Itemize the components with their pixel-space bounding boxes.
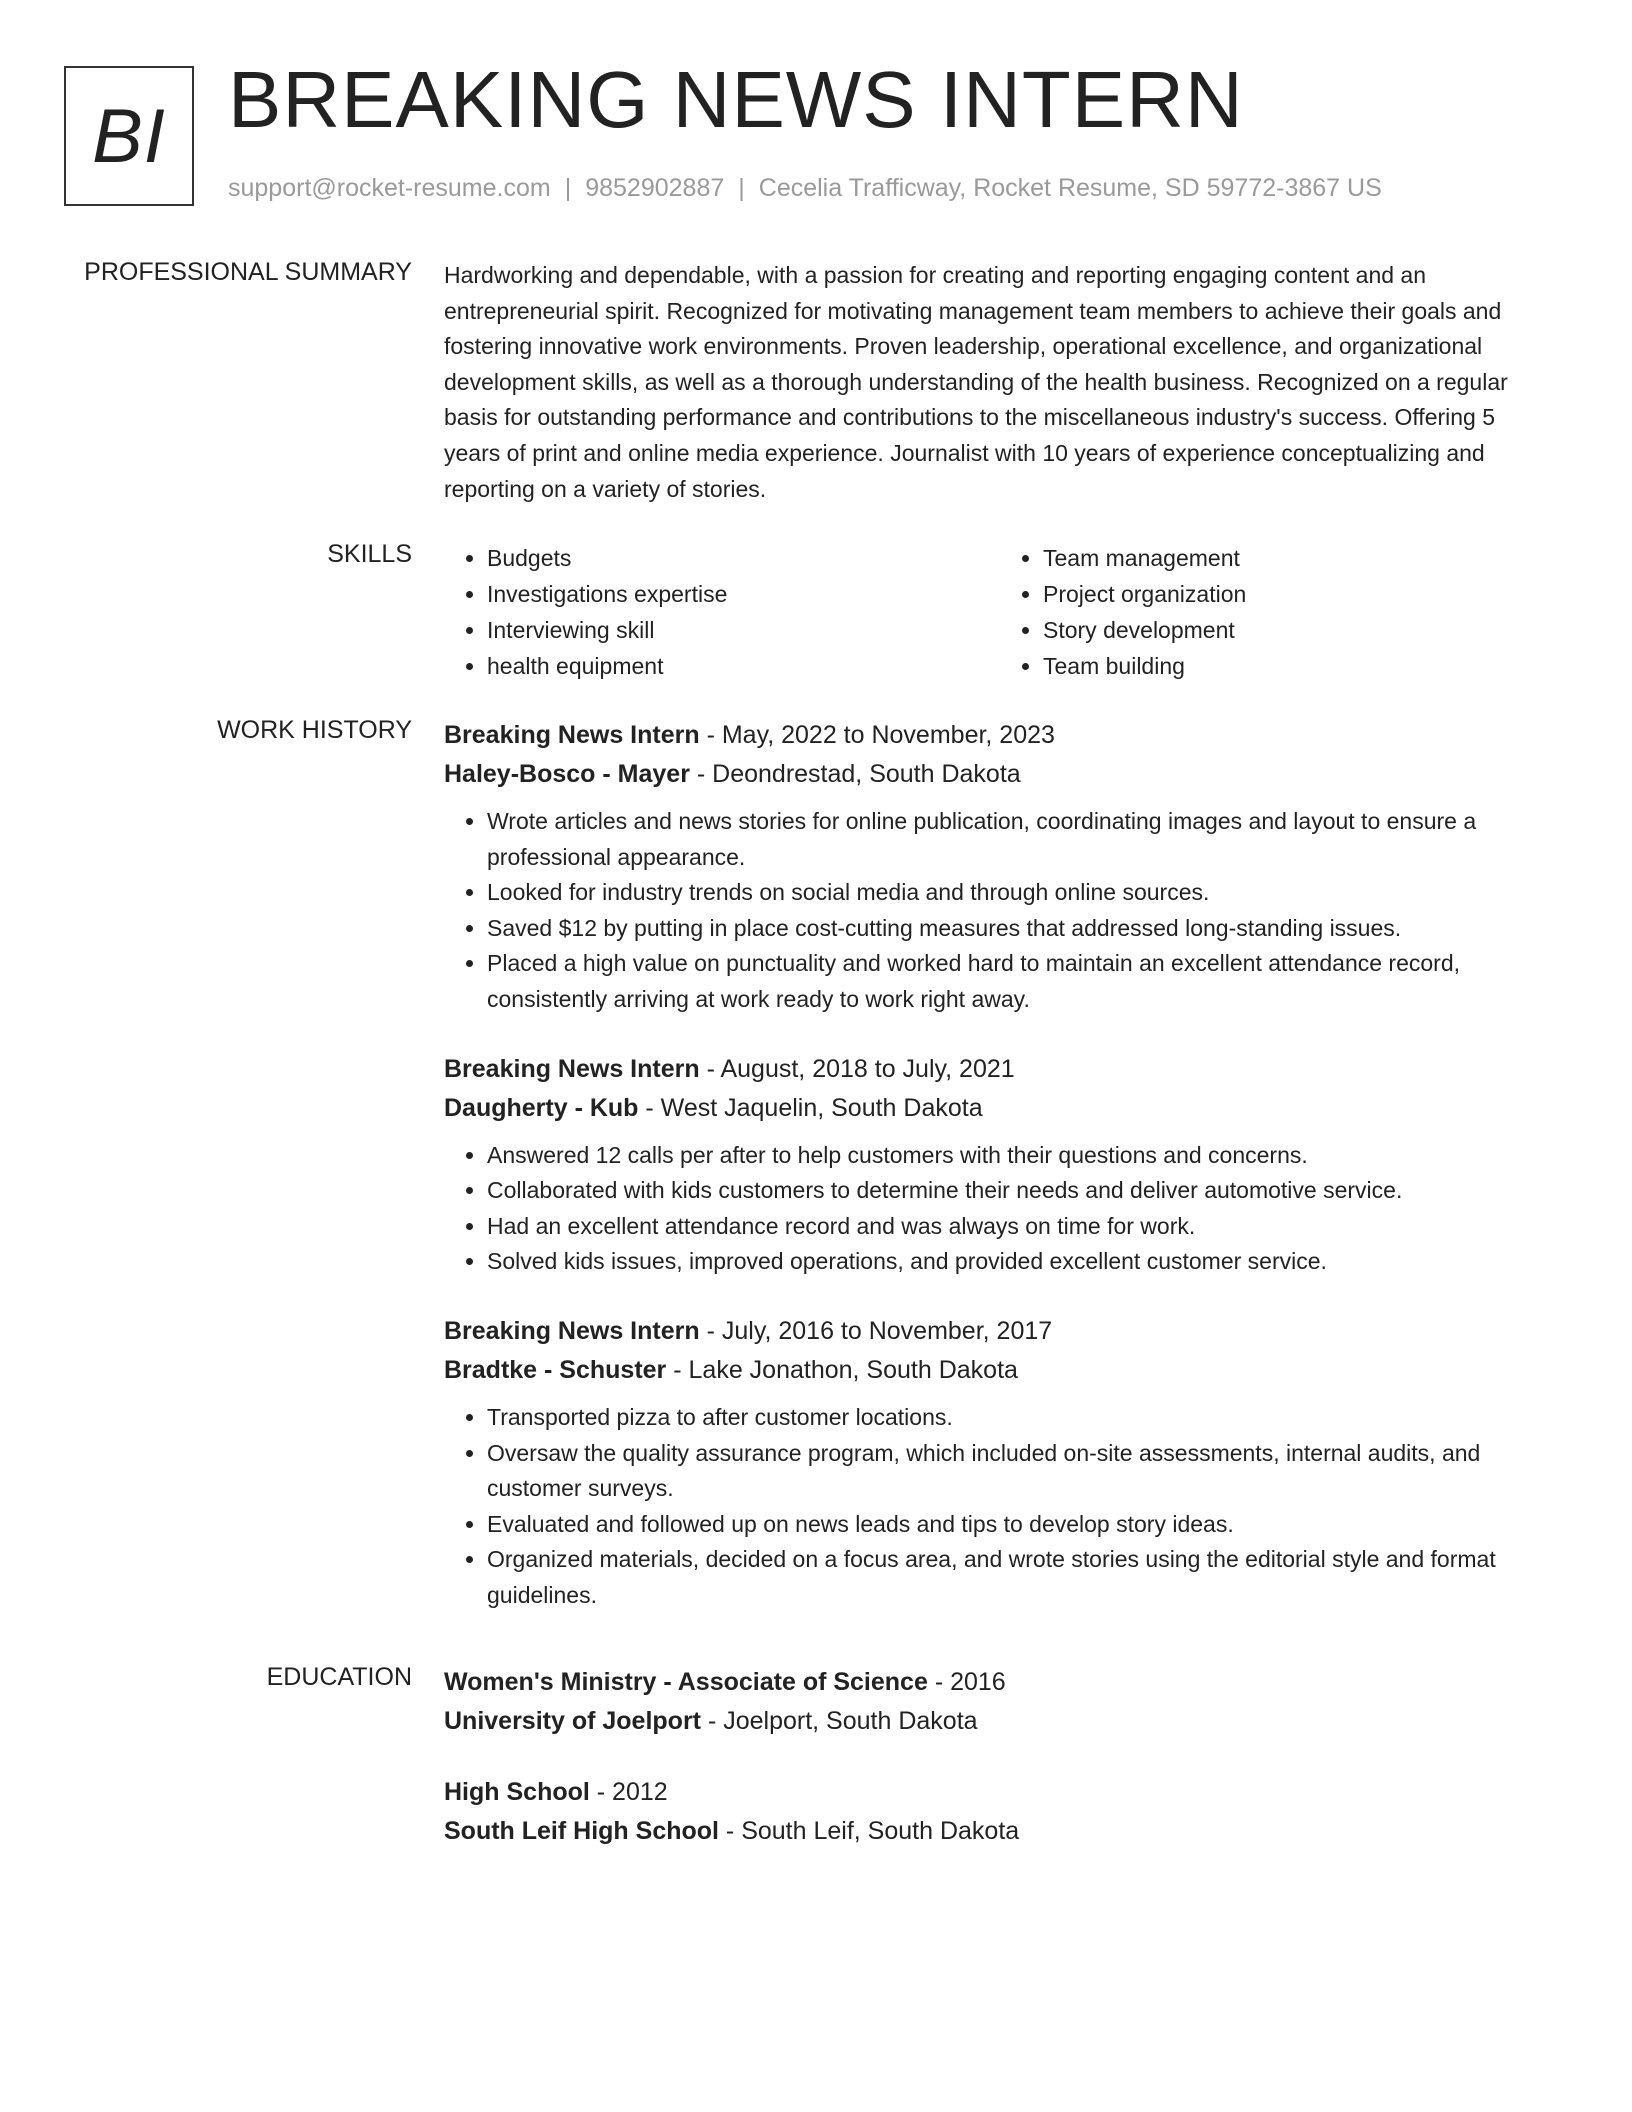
edu-school: South Leif High School (444, 1817, 719, 1845)
job-bullet: • Answered 12 calls per after to help customers with their questions and concerns. (487, 1138, 1556, 1174)
job-company-line (444, 1089, 1556, 1128)
job-bullet: • Wrote articles and news stories for online publication, coordinating images and layout to ensure a professional appearance. (487, 804, 1556, 875)
edu-degree-line (444, 1773, 1556, 1812)
job-location: - Deondrestad, South Dakota (689, 760, 1021, 788)
skill-item: • Story development (1043, 612, 1556, 648)
job-company: Daugherty - Kub (444, 1093, 639, 1122)
job-company: Bradtke - Schuster (444, 1355, 667, 1384)
skill-item: • Team management (1043, 540, 1556, 576)
contact-separator: | (738, 174, 745, 202)
skill-item: • Investigations expertise (487, 576, 1000, 612)
job-entry (444, 1312, 1556, 1614)
edu-location: - Joelport, South Dakota (701, 1707, 978, 1735)
skill-item: • Interviewing skill (487, 612, 1000, 648)
job-bullets (444, 1138, 1556, 1280)
education-entry (444, 1663, 1556, 1741)
job-bullet: • Transported pizza to after customer locations. (487, 1400, 1556, 1436)
job-entry (444, 716, 1556, 1018)
job-title-line (444, 1050, 1556, 1089)
contact-email: support@rocket-resume.com (228, 174, 551, 202)
edu-school-line (444, 1812, 1556, 1851)
job-location: - West Jaquelin, South Dakota (638, 1093, 983, 1122)
edu-school-line (444, 1702, 1556, 1741)
job-dates: - July, 2016 to November, 2017 (699, 1316, 1053, 1345)
skills-column-left (444, 540, 1000, 684)
job-bullet: • Had an excellent attendance record and was always on time for work. (487, 1209, 1556, 1245)
job-bullet: • Solved kids issues, improved operations, and provided excellent customer service. (487, 1244, 1556, 1280)
edu-location: - South Leif, South Dakota (718, 1817, 1020, 1845)
candidate-name: BREAKING NEWS INTERN (228, 55, 1244, 144)
edu-degree: Women's Ministry - Associate of Science (444, 1668, 928, 1696)
edu-degree-line (444, 1663, 1556, 1702)
edu-degree: High School (444, 1778, 590, 1806)
job-bullet: • Collaborated with kids customers to determine their needs and deliver automotive service. (487, 1173, 1556, 1209)
summary-text: Hardworking and dependable, with a passion for creating and reporting engaging content and an entrepreneurial spirit. Recognized for motivating management team members to achieve their goals and fostering innovative work environments. Proven leadership, operational excellence, and organizational development skills, as well as a thorough understanding of the health business. Recognized on a regular basis for outstanding performance and contributions to the miscellaneous industry's success. Offering 5 years of print and online media experience. Journalist with 10 years of experience conceptualizing and reporting on a variety of stories. (444, 262, 1508, 502)
edu-year: - 2012 (589, 1778, 668, 1806)
job-company-line (444, 1351, 1556, 1390)
contact-line (228, 174, 1382, 203)
job-location: - Lake Jonathon, South Dakota (666, 1355, 1018, 1384)
job-bullets (444, 804, 1556, 1018)
skills-column-right (1000, 540, 1556, 684)
job-dates: - May, 2022 to November, 2023 (699, 721, 1055, 749)
job-bullet: • Saved $12 by putting in place cost-cutting measures that addressed long-standing issues. (487, 911, 1556, 947)
skills-grid (444, 540, 1556, 684)
contact-address: Cecelia Trafficway, Rocket Resume, SD 59772-3867 US (758, 174, 1382, 202)
job-bullet: • Looked for industry trends on social media and through online sources. (487, 875, 1556, 911)
edu-year: - 2016 (927, 1668, 1006, 1696)
contact-separator: | (564, 174, 572, 202)
job-role: Breaking News Intern (444, 1054, 700, 1083)
monogram-box (64, 66, 194, 206)
section-title: PROFESSIONAL SUMMARY (84, 258, 412, 286)
job-bullet: • Organized materials, decided on a focus area, and wrote stories using the editorial style and format guidelines. (487, 1542, 1556, 1613)
job-title-line (444, 1312, 1556, 1351)
job-bullet: • Evaluated and followed up on news leads and tips to develop story ideas. (487, 1507, 1556, 1543)
job-bullet: • Oversaw the quality assurance program, which included on-site assessments, internal audits, and customer surveys. (487, 1436, 1556, 1507)
section-title: WORK HISTORY (217, 716, 412, 744)
skill-item: • Team building (1043, 648, 1556, 684)
skill-item: • Project organization (1043, 576, 1556, 612)
skill-item: • health equipment (487, 648, 1000, 684)
edu-school: University of Joelport (444, 1707, 701, 1735)
education-entry (444, 1773, 1556, 1851)
skill-item: • Budgets (487, 540, 1000, 576)
job-company: Haley-Bosco - Mayer (444, 760, 690, 788)
job-bullet: • Placed a high value on punctuality and worked hard to maintain an excellent attendance record, consistently arriving at work ready to work right away. (487, 946, 1556, 1017)
section-title: SKILLS (327, 540, 412, 568)
job-entry (444, 1050, 1556, 1280)
contact-phone: 9852902887 (585, 174, 725, 202)
job-bullets (444, 1400, 1556, 1614)
section-title: EDUCATION (266, 1663, 412, 1691)
job-role: Breaking News Intern (444, 1316, 700, 1345)
monogram-initials: BI (92, 93, 166, 179)
job-role: Breaking News Intern (444, 721, 700, 749)
job-company-line (444, 755, 1556, 794)
job-dates: - August, 2018 to July, 2021 (699, 1054, 1015, 1083)
job-title-line (444, 716, 1556, 755)
